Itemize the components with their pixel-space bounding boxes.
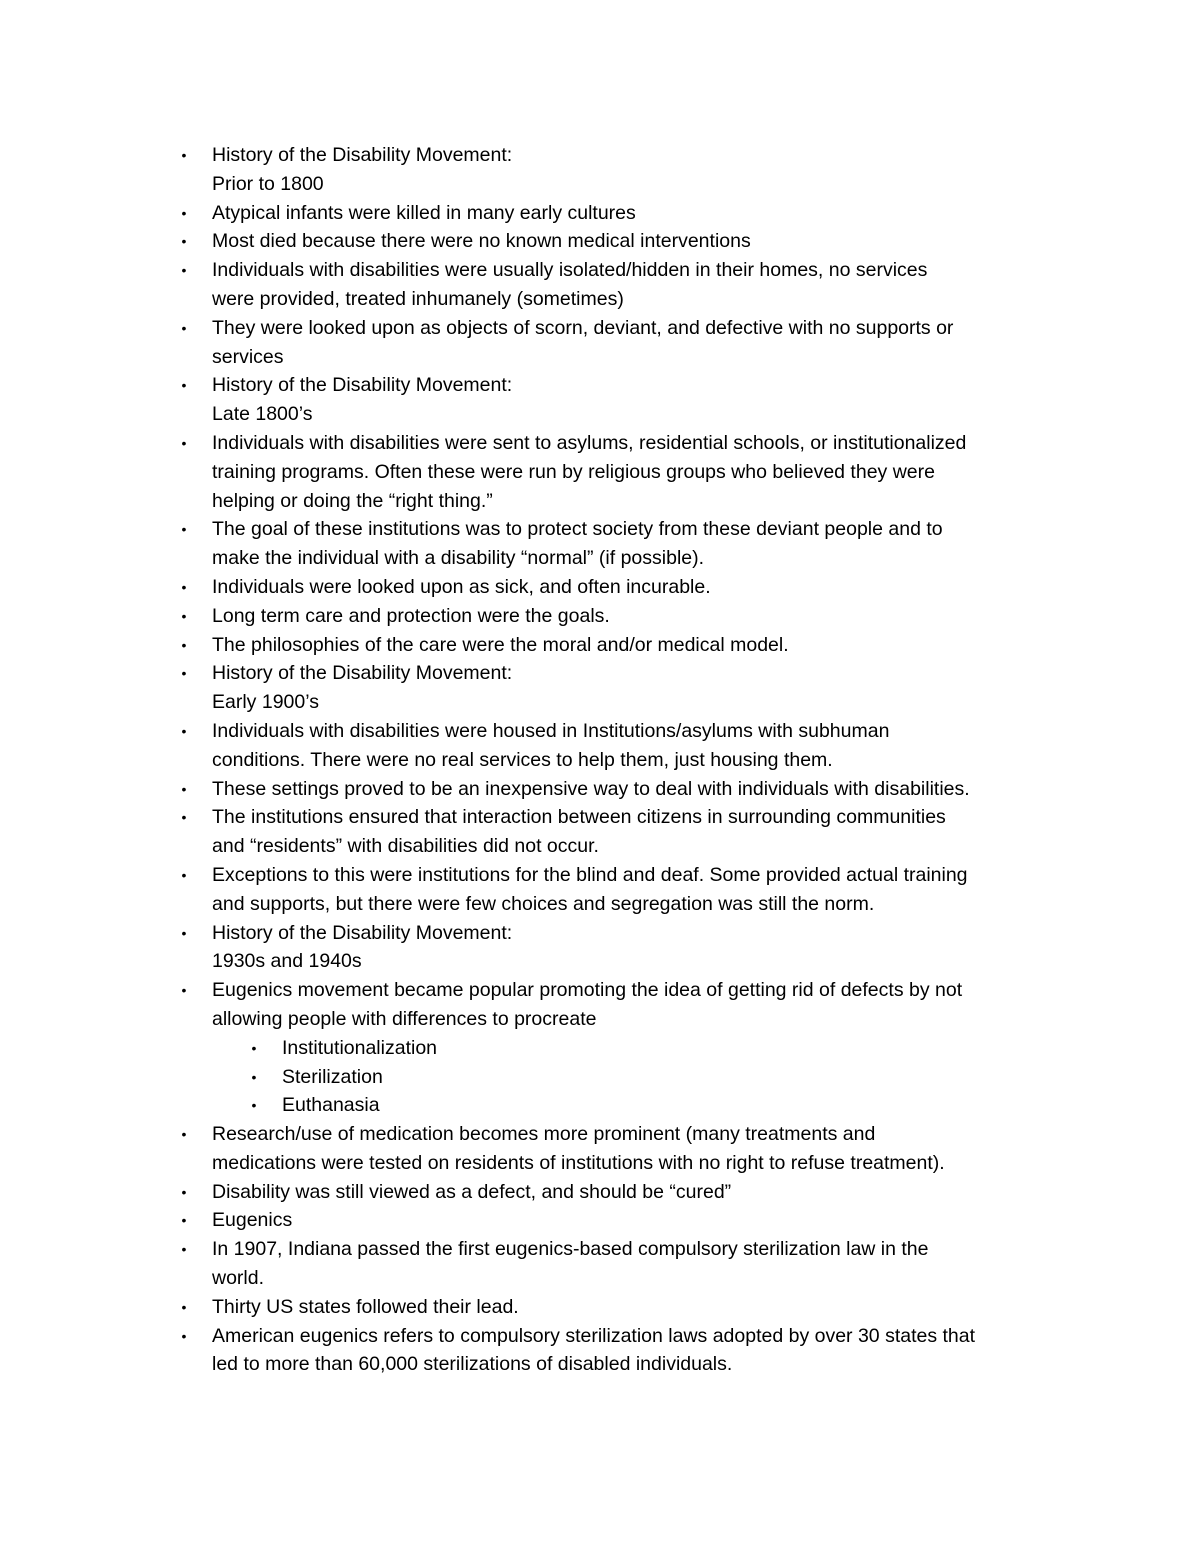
bullet-icon: • (181, 147, 187, 163)
bullet-icon: • (181, 377, 187, 394)
list-item-text: Individuals were looked upon as sick, and often incurable. (212, 575, 711, 598)
bullet-icon: • (181, 233, 187, 250)
list-item (172, 1206, 1072, 1235)
document-body (172, 141, 1072, 1379)
list-item (172, 1293, 1072, 1322)
list-item-text: History of the Disability Movement: (212, 921, 513, 944)
list-item (172, 199, 1072, 228)
list-item-text: make the individual with a disability “normal” (if possible). (212, 547, 705, 570)
list-item-continuation (172, 544, 1072, 573)
bullet-icon: • (181, 578, 187, 595)
list-item-text: Atypical infants were killed in many early cultures (212, 201, 636, 224)
list-item-text: Institutionalization (282, 1036, 438, 1059)
list-item-text: These settings proved to be an inexpensive way to deal with individuals with disabilities. (212, 777, 970, 800)
list-item-text: The goal of these institutions was to protect society from these deviant people and to (212, 518, 943, 541)
list-item-text: Long term care and protection were the goals. (212, 604, 610, 627)
list-item-continuation (172, 1005, 1072, 1034)
list-item (172, 976, 1072, 1005)
list-item-text: 1930s and 1940s (212, 950, 362, 973)
bullet-icon: • (181, 1183, 187, 1200)
list-item-text: Prior to 1800 (212, 172, 324, 195)
list-item-continuation (172, 746, 1072, 775)
bullet-icon: • (181, 1126, 187, 1143)
list-item-continuation (172, 285, 1072, 314)
list-item (172, 1120, 1072, 1149)
bullet-icon: • (181, 636, 187, 653)
list-item-text: were provided, treated inhumanely (sometimes) (212, 287, 624, 310)
list-item-text: Eugenics (212, 1209, 293, 1232)
bullet-icon: • (181, 866, 187, 883)
list-item-continuation (172, 890, 1072, 919)
bullet-icon: • (181, 780, 187, 797)
list-item (172, 631, 1072, 660)
list-item-text: The institutions ensured that interaction between citizens in surrounding communities (212, 806, 946, 829)
bullet-icon: • (251, 1097, 257, 1114)
list-item (172, 1235, 1072, 1264)
list-item (172, 515, 1072, 544)
bullet-icon: • (181, 1241, 187, 1258)
list-item-continuation (172, 343, 1072, 372)
sub-list-item (172, 1063, 1072, 1092)
list-item (172, 602, 1072, 631)
list-item (172, 314, 1072, 343)
list-item-text: Most died because there were no known medical interventions (212, 230, 751, 253)
bullet-icon: • (251, 1068, 257, 1085)
bullet-icon: • (181, 665, 187, 682)
sub-list-item (172, 1091, 1072, 1120)
list-item-text: Eugenics movement became popular promoting the idea of getting rid of defects by not (212, 979, 963, 1002)
list-item-text: Exceptions to this were institutions for the blind and deaf. Some provided actual training (212, 863, 968, 886)
list-item-text: They were looked upon as objects of scorn, deviant, and defective with no supports or (212, 316, 954, 339)
bullet-icon: • (181, 1327, 187, 1344)
list-item-text: Late 1800’s (212, 403, 313, 426)
bullet-icon: • (181, 1298, 187, 1315)
list-item (172, 573, 1072, 602)
list-item-continuation (172, 400, 1072, 429)
list-item-continuation (172, 832, 1072, 861)
list-item-continuation (172, 487, 1072, 516)
bullet-icon: • (181, 434, 187, 451)
list-item (172, 227, 1072, 256)
list-item-text: Sterilization (282, 1065, 383, 1088)
bullet-icon: • (181, 262, 187, 279)
list-item (172, 371, 1072, 400)
list-item-text: History of the Disability Movement: (212, 374, 513, 397)
list-item-continuation (172, 1350, 1072, 1379)
list-item-text: led to more than 60,000 sterilizations of disabled individuals. (212, 1353, 733, 1376)
bullet-icon: • (181, 607, 187, 624)
bullet-icon: • (181, 521, 187, 538)
sub-list-item (172, 1034, 1072, 1063)
list-item-text: The philosophies of the care were the moral and/or medical model. (212, 633, 789, 656)
list-item (172, 256, 1072, 285)
list-item-continuation (172, 1264, 1072, 1293)
bullet-icon: • (181, 809, 187, 826)
list-item (172, 1178, 1072, 1207)
list-item-text: helping or doing the “right thing.” (212, 489, 493, 512)
list-item-text: Research/use of medication becomes more prominent (many treatments and (212, 1123, 876, 1146)
list-item (172, 861, 1072, 890)
list-item-text: and “residents” with disabilities did not occur. (212, 835, 599, 858)
list-item-text: Individuals with disabilities were sent to asylums, residential schools, or institutionalized (212, 431, 967, 454)
list-item-text: Disability was still viewed as a defect, and should be “cured” (212, 1180, 732, 1203)
list-item (172, 803, 1072, 832)
list-item-text: Early 1900’s (212, 691, 319, 714)
list-item-continuation (172, 458, 1072, 487)
list-item-text: training programs. Often these were run by religious groups who believed they were (212, 460, 935, 483)
list-item-continuation (172, 1149, 1072, 1178)
list-item-text: allowing people with differences to procreate (212, 1007, 597, 1030)
list-item-text: and supports, but there were few choices and segregation was still the norm. (212, 892, 875, 915)
list-item-text: American eugenics refers to compulsory sterilization laws adopted by over 30 states that (212, 1324, 976, 1347)
list-item-text: History of the Disability Movement: (212, 144, 513, 166)
list-item-text: Individuals with disabilities were usually isolated/hidden in their homes, no services (212, 259, 928, 282)
list-item-text: world. (212, 1267, 265, 1290)
bullet-icon: • (181, 1212, 187, 1229)
list-item (172, 429, 1072, 458)
list-item-text: History of the Disability Movement: (212, 662, 513, 685)
list-item (172, 659, 1072, 688)
list-item-text: medications were tested on residents of institutions with no right to refuse treatment). (212, 1151, 945, 1174)
list-item-text: Individuals with disabilities were housed in Institutions/asylums with subhuman (212, 719, 890, 742)
list-item-text: services (212, 345, 284, 368)
bullet-icon: • (181, 982, 187, 999)
list-item-text: conditions. There were no real services to help them, just housing them. (212, 748, 833, 771)
list-item-continuation (172, 947, 1072, 976)
list-item (172, 141, 1072, 170)
bullet-icon: • (181, 722, 187, 739)
bullet-icon: • (181, 924, 187, 941)
list-item-text: Thirty US states followed their lead. (212, 1295, 519, 1318)
list-item-continuation (172, 688, 1072, 717)
list-item (172, 919, 1072, 948)
list-item (172, 1322, 1072, 1351)
list-item (172, 775, 1072, 804)
bullet-icon: • (251, 1039, 257, 1056)
bullet-icon: • (181, 319, 187, 336)
list-item-continuation (172, 170, 1072, 199)
list-item (172, 717, 1072, 746)
bullet-icon: • (181, 204, 187, 221)
list-item-text: Euthanasia (282, 1094, 380, 1117)
list-item-text: In 1907, Indiana passed the first eugenics-based compulsory sterilization law in the (212, 1238, 929, 1261)
